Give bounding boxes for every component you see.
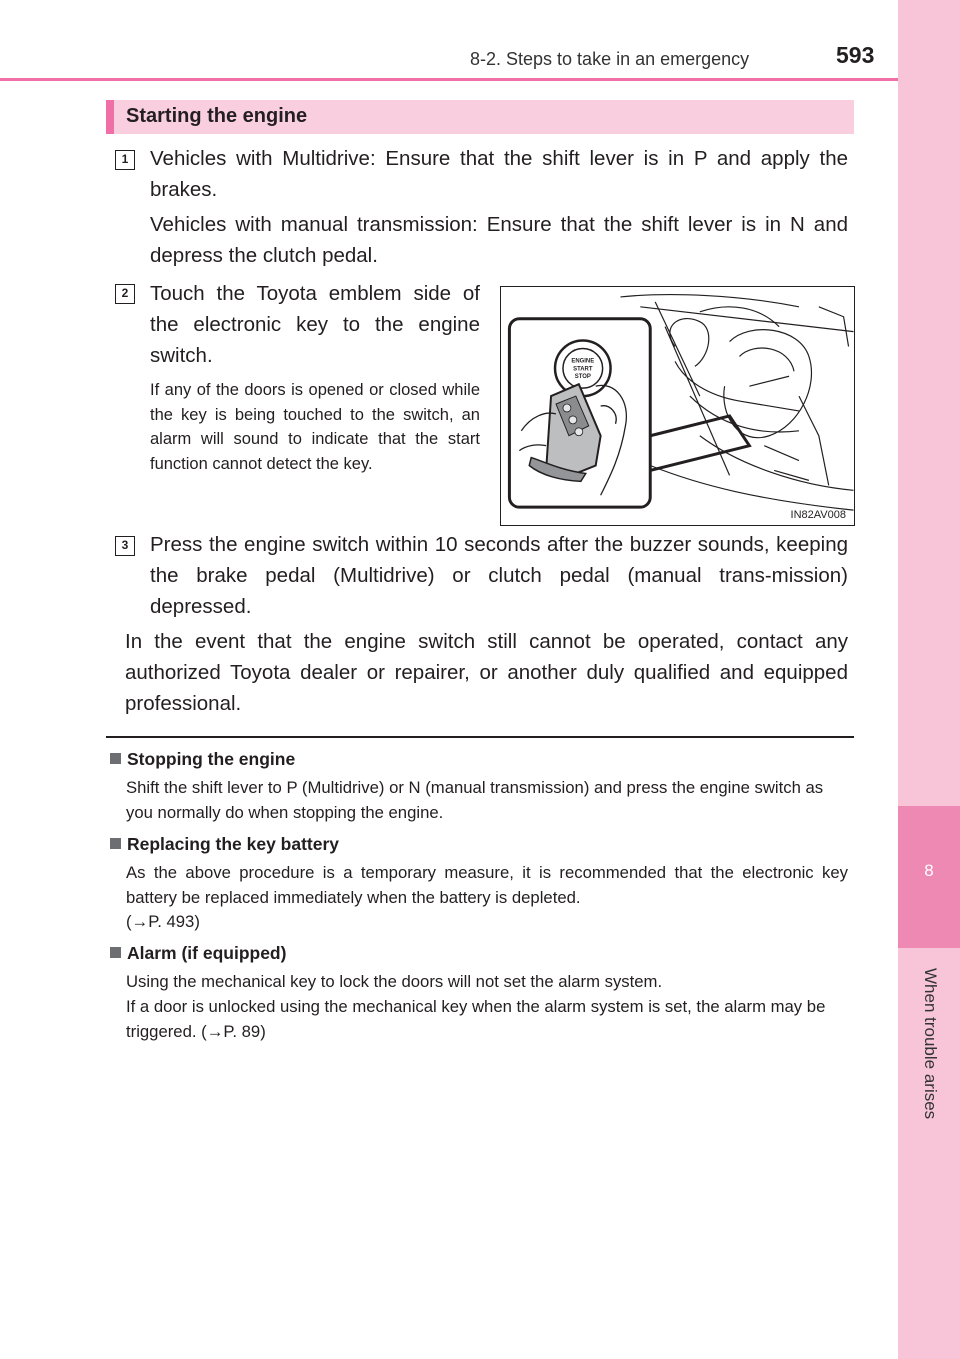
chapter-title: When trouble arises — [921, 968, 940, 1120]
note-title-battery-text: Replacing the key battery — [127, 834, 340, 854]
step-2-note: If any of the doors is opened or closed while the key is being touched to the switch, an alarm will sound to indicate that the start function cannot detect the key. — [150, 381, 480, 473]
note-text-alarm-2: If a door is unlocked using the mechanical key when the alarm system is set, the alarm may be triggered. (→P. 89) — [126, 997, 826, 1041]
switch-label-start: START — [573, 366, 593, 373]
header-rule — [0, 78, 898, 81]
illustration-drawing — [501, 287, 854, 525]
switch-label-engine: ENGINE — [571, 358, 595, 365]
square-bullet-icon — [110, 947, 121, 958]
step-2-text: Touch the Toyota emblem side of the electronic key to the engine switch. — [150, 282, 480, 367]
engine-switch-illustration — [500, 286, 855, 526]
step-1-text-b: Vehicles with manual transmission: Ensure that the shift lever is in N and depress the clutch pedal. — [150, 213, 848, 267]
square-bullet-icon — [110, 753, 121, 764]
step-number-1: 1 — [115, 150, 135, 170]
note-text-battery: As the above procedure is a temporary measure, it is recommended that the electronic key battery be replaced immediately when the battery is depleted. — [126, 863, 848, 907]
note-title-alarm-text: Alarm (if equipped) — [127, 943, 287, 963]
switch-label-stop: STOP — [574, 374, 591, 381]
note-title-stopping — [110, 749, 295, 770]
closing-paragraph: In the event that the engine switch still cannot be operated, contact any authorized Toyota dealer or repairer, or another duly qualified and equipped professional. — [125, 630, 848, 715]
page-number: 593 — [836, 42, 875, 68]
note-text-alarm-1: Using the mechanical key to lock the doors will not set the alarm system. — [126, 972, 663, 991]
section-divider — [106, 736, 854, 738]
step-3-text: Press the engine switch within 10 seconds after the buzzer sounds, keeping the brake pedal (Multidrive) or clutch pedal (manual trans-mission) depressed. — [150, 533, 848, 618]
chapter-number: 8 — [924, 861, 934, 880]
step-number-3: 3 — [115, 536, 135, 556]
note-text-stopping: Shift the shift lever to P (Multidrive) or N (manual transmission) and press the engine switch as you normally do when stopping the engine. — [126, 778, 824, 822]
note-title-battery — [110, 834, 339, 855]
note-title-alarm — [110, 943, 286, 964]
figure-code: IN82AV008 — [790, 509, 846, 521]
note-ref-battery[interactable]: (→P. 493) — [126, 912, 200, 931]
section-title: Starting the engine — [106, 100, 854, 134]
step-number-2: 2 — [115, 284, 135, 304]
chapter-side-tab — [898, 0, 960, 1359]
header-section-title: 8-2. Steps to take in an emergency — [470, 49, 750, 69]
square-bullet-icon — [110, 838, 121, 849]
note-title-stopping-text: Stopping the engine — [127, 749, 296, 769]
step-1-text-a: Vehicles with Multidrive: Ensure that the shift lever is in P and apply the brakes. — [150, 147, 848, 201]
